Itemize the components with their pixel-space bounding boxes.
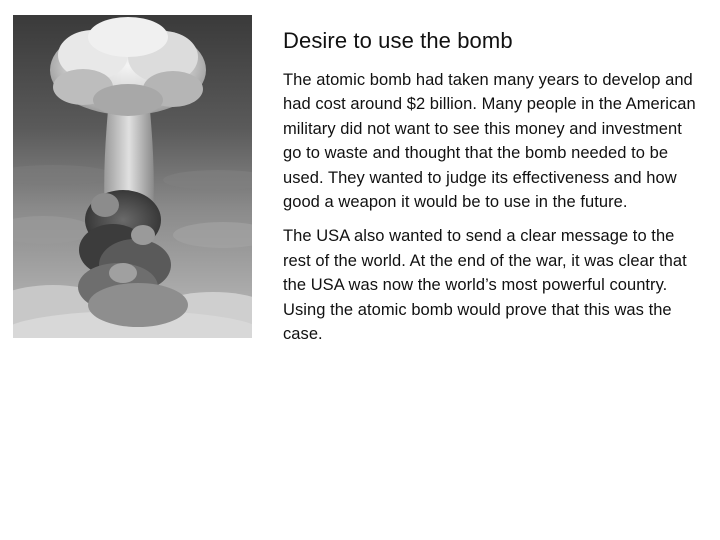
- mushroom-cloud-photo: [13, 15, 252, 338]
- paragraph-cost: The atomic bomb had taken many years to develop and had cost around $2 billion. Many people in the American military did not want to see this money and investment go to waste and thought that the bomb needed to be used. They wanted to judge its effectiveness and how good a weapon it would be to use in the future.: [283, 71, 696, 212]
- mushroom-cloud-image: [13, 15, 252, 338]
- slide-title: Desire to use the bomb: [283, 28, 513, 53]
- text-content: [283, 26, 703, 356]
- paragraph-message: The USA also wanted to send a clear message to the rest of the world. At the end of the war, it was clear that the USA was now the world’s most powerful country. Using the atomic bomb would prove that this was the case.: [283, 227, 687, 344]
